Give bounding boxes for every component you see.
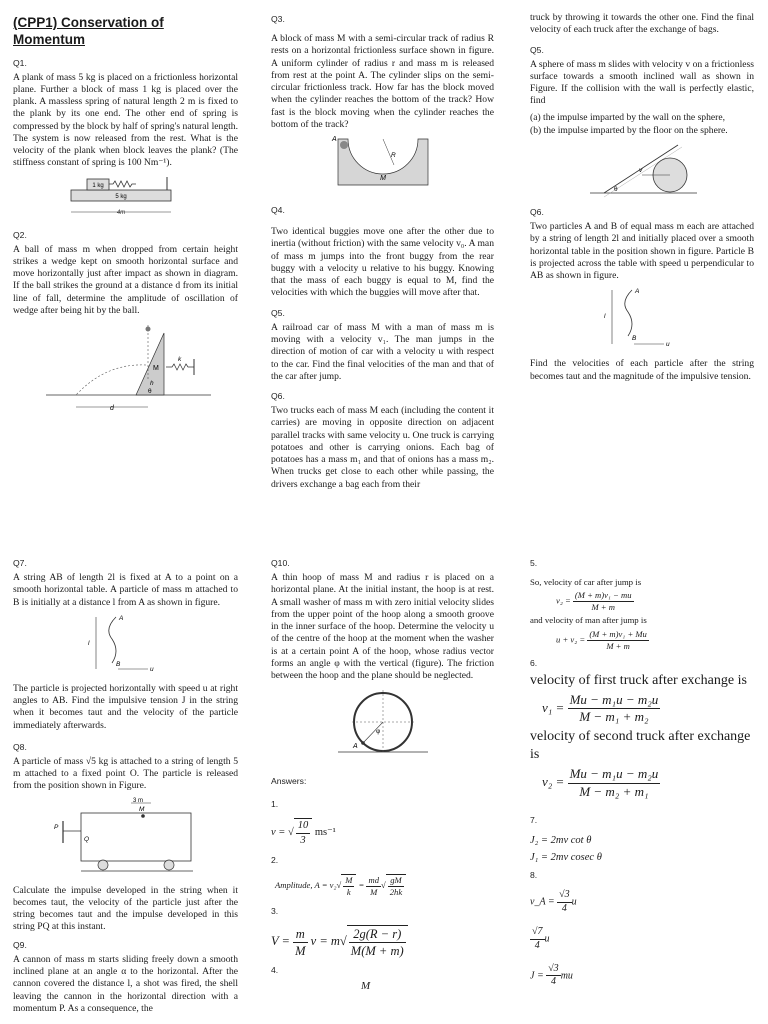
question-text: A ball of mass m when dropped from certain height strikes a wedge kept on smooth horizontal surface and move horizontally just after impact as shown in diagram. If the ball strikes the ground at a distance d from its initial line of fall, determine the amplitude of oscillation of wedge after being hit by the ball.: [13, 243, 238, 316]
question-6-continued: truck by throwing it towards the other one. Find the final velocity of each truck after the exchange of bags.: [530, 12, 754, 36]
question-10: [271, 558, 494, 758]
frac-numerator: (M + m)v₁ − mu: [574, 590, 632, 601]
answer-3: [271, 906, 494, 959]
answer-number: 5.: [530, 558, 538, 568]
answer-5: [530, 558, 754, 652]
answer-line: J₂ = 2mv cot θ: [530, 834, 592, 846]
semicircular-track-figure: [318, 135, 448, 191]
answer-equation: [271, 925, 494, 959]
frac-numerator: (M + m)v₁ + Mu: [589, 628, 647, 639]
answer-equation: [530, 963, 754, 990]
column-bottom-right: [530, 558, 754, 989]
question-1: [13, 58, 238, 224]
frac-numerator: m: [293, 926, 307, 943]
hoop-figure: [328, 686, 438, 758]
eq-prefix: Amplitude, A = v₂: [275, 880, 337, 891]
question-7: [13, 558, 238, 732]
question-3: [271, 14, 494, 191]
fraction: [568, 692, 661, 726]
question-2: [13, 230, 238, 414]
frac-denominator: M + m: [591, 602, 615, 613]
sqrt-fraction: [341, 874, 356, 898]
plank-mass-label: 5 kg: [114, 193, 127, 200]
question-6: [271, 391, 494, 491]
point-a-label: A: [118, 614, 123, 622]
frac-denominator: 4: [550, 976, 556, 988]
question-text: Two particles A and B of equal mass m each are attached by a string of length 2l and initially placed over a smooth horizontal table in the position shown in figure. Particle B is projected across the table with speed u perpendicular to AB as shown in figure.: [530, 221, 754, 282]
question-8: [13, 742, 238, 934]
answer-partial: M: [361, 980, 371, 993]
answer-text: and velocity of man after jump is: [530, 615, 647, 626]
spring-shape: [166, 364, 194, 370]
answer-1: [271, 799, 494, 847]
frac-denominator: 4: [561, 903, 567, 915]
answer-number: 2.: [271, 855, 279, 866]
question-text: A plank of mass 5 kg is placed on a frictionless horizontal plane. Further a block of mass 1 kg is placed over the plank. A massless spring of natural length 2 m is fixed to the plank by its one end. The other end of spring is compressed by the block by half of spring's natural length. The system is now released from the rest. What is the velocity of the plank when block leaves the plank? (The stiffness constant of spring is 100 Nm⁻¹).: [13, 71, 238, 169]
list-item: (b) the impulse imparted by the floor on the sphere.: [530, 124, 728, 136]
answer-number: 8.: [530, 870, 538, 881]
washer-shape: [361, 742, 365, 746]
frac-numerator: gM: [388, 875, 404, 887]
eq-tail: mu: [560, 970, 573, 982]
answer-text: velocity of first truck after exchange is: [530, 672, 747, 688]
point-a-label: A: [352, 743, 358, 751]
wheel-right: [164, 860, 174, 870]
frac-denominator: M(M + m): [350, 944, 404, 959]
block-mass-label: M: [379, 175, 386, 183]
column-top-right: [530, 12, 754, 387]
frac-numerator: 2g(R − r): [349, 926, 406, 943]
sqrt-fraction: [347, 925, 408, 959]
question-label: Q3.: [271, 14, 285, 24]
cart-string-figure: [51, 797, 201, 879]
question-items: [530, 112, 754, 138]
sqrt-fraction: [294, 818, 313, 847]
speed-label: u: [666, 341, 670, 349]
fraction: [546, 963, 561, 990]
eq-lhs: v₁ =: [542, 699, 565, 715]
frac-denominator: M − m₂ + m₁: [579, 783, 649, 799]
question-label: Q2.: [13, 229, 27, 240]
string-path: [625, 290, 632, 336]
length-label: 4m: [116, 209, 125, 216]
question-5b: [530, 45, 754, 202]
question-label: Q6.: [530, 207, 544, 218]
question-5: [271, 308, 494, 383]
frac-numerator: 10: [296, 819, 311, 833]
frac-denominator: M: [295, 943, 306, 958]
answer-6: [530, 658, 754, 801]
distance-label: d: [109, 405, 114, 413]
answer-number: 1.: [271, 799, 279, 810]
question-text: A thin hoop of mass M and radius r is placed on a horizontal plane. At the initial instant, the hoop is at rest. A small washer of mass m with zero initial velocity slides from the upper point of the hoop along a smooth groove in the inner surface of the hoop. Determine the velocity u of the centre of the hoop at the moment when the washer is at a certain point A of the hoop, whose radius vector forms an angle φ with the vertical (figure). The friction between the hoop and the plane should be neglected.: [271, 572, 494, 682]
question-text: A string AB of length 2l is fixed at A to a point on a smooth horizontal table. A particle of mass m attached to B is initially at a distance l from A as shown in figure.: [13, 572, 238, 608]
plank-spring-figure: [41, 174, 211, 224]
list-item: (a) the impulse imparted by the wall on the sphere,: [530, 111, 726, 123]
length-label: l: [87, 639, 89, 647]
eq-lhs: J =: [530, 970, 544, 982]
answer-line: J₁ = 2mv cosec θ: [530, 852, 602, 863]
fraction: [587, 629, 649, 652]
answer-equation: [542, 692, 754, 726]
angle-label: θ: [147, 388, 152, 396]
cylinder-shape: [340, 141, 348, 149]
frac-numerator: M: [345, 875, 353, 886]
question-followup: Calculate the impulse developed in the string when it becomes taut, the velocity of the particle just after the string becomes taut and the impulse developed in this string PQ at this instant.: [13, 884, 238, 933]
eq-tail: u: [544, 933, 550, 945]
sqrt-fraction: [386, 874, 406, 898]
answer-number: 7.: [530, 814, 538, 825]
point-q-label: Q: [83, 835, 89, 843]
column-top-middle: [271, 14, 494, 495]
frac-numerator: Mu − m₁u − m₂u: [568, 766, 661, 784]
eq-lhs: u + v₂ =: [556, 633, 586, 644]
answer-equation: [271, 818, 494, 847]
question-label: Q10.: [271, 558, 290, 568]
question-text: A cannon of mass m starts sliding freely down a smooth inclined plane at an angle α to the horizontal. After the cannon covered the distance l, a shot was fired, the shell leaving the cannon in the horizontal direction with a momentum P. As a consequence, the: [13, 953, 238, 1014]
speed-label: u: [149, 665, 154, 673]
angle-label: θ: [614, 186, 618, 194]
question-text: A railroad car of mass M with a man of mass m is moving with a velocity v₁. The man jumps in the direction of motion of car with a velocity u with respect to the car. Find the final velocities of the man and that of the car after jump.: [271, 321, 494, 382]
answer-number: 6.: [530, 657, 538, 668]
eq-mid: v = m: [310, 934, 340, 949]
block-mass-label: 1 kg: [91, 182, 104, 189]
sqrt-sign: √: [336, 880, 342, 891]
answer-text: So, velocity of car after jump is: [530, 577, 642, 587]
answer-7: [530, 815, 754, 865]
velocity-label: v: [639, 167, 643, 175]
frac-denominator: 4: [534, 939, 540, 951]
page-title: (CPP1) Conservation of Momentum: [13, 15, 164, 48]
question-label: Q5.: [530, 44, 544, 55]
question-text: Two trucks each of mass M each (including the content it carries) are moving in opposite direction on adjacent parallel tracks with same velocity u. One truck is carrying potatoes and other is carrying onions. Each bag of potatoes has a mass m₁ and that of onions has a mass m₂. When trucks get close to each other while passing, the drivers exchange a bag each from their: [271, 405, 494, 490]
question-text: A sphere of mass m slides with velocity v on a frictionless surface towards a smooth inclined wall as shown in Figure. If the collision with the wall is perfectly elastic, find: [530, 58, 754, 107]
radius-label: R: [390, 152, 396, 160]
question-text: A particle of mass √5 kg is attached to a string of length 5 m attached to a fixed point O. The particle is released from the position shown in Figure.: [13, 755, 238, 792]
question-text: Two identical buggies move one after the other due to inertia (without friction) with the same velocity v₀. A man of mass m jumps into the front buggy from the rear buggy with a velocity u relative to his buggy. Knowing that the mass of each buggy is equal to M, find the velocities with which the buggies will move after that.: [271, 226, 494, 299]
point-a-label: A: [331, 136, 337, 144]
answer-number: 4.: [271, 965, 279, 976]
question-label: Q5.: [271, 307, 285, 318]
sqrt-sign: √: [381, 880, 386, 891]
frac-denominator: 3: [300, 834, 306, 846]
question-text: A block of mass M with a semi-circular track of radius R rests on a horizontal frictionless surface shown in figure. A uniform cylinder of radius r and mass m is released from rest at the point A. The cylinder slips on the semi-circular frictionless track. How far has the block moved when the cylinder reaches the bottom of the track? How fast is the block moving when the cylinder reaches the bottom of the track?: [271, 33, 494, 130]
answer-4: [271, 965, 494, 993]
question-9: [13, 940, 238, 1015]
string-path: [108, 617, 115, 663]
string-particle-figure: [86, 613, 166, 677]
frac-numerator: Mu − m₁u − m₂u: [568, 692, 661, 710]
answer-equation: [556, 629, 754, 652]
spring-constant-label: k: [177, 356, 181, 364]
angle-label: φ: [375, 728, 380, 736]
answer-equation: [530, 926, 754, 953]
frac-denominator: M + m: [606, 640, 630, 651]
fraction: [530, 926, 545, 953]
wedge-ball-figure: [36, 321, 216, 413]
question-6b: [530, 207, 754, 383]
particle-a-label: A: [635, 288, 640, 296]
question-followup: The particle is projected horizontally with speed u at right angles to AB. Find the impulsive tension J in the string when it becomes taut and the velocity of the particle immediately afterwards.: [13, 682, 238, 731]
length-label: l: [604, 313, 606, 321]
question-followup: Find the velocities of each particle after the string becomes taut and the magnitude of the impulsive tension.: [530, 358, 754, 382]
frac-denominator: k: [346, 887, 351, 898]
frac-denominator: M − m₁ + m₂: [579, 709, 649, 725]
fraction: [573, 590, 634, 613]
fraction: [568, 766, 661, 800]
eq-lhs: V =: [271, 934, 290, 949]
spring-shape: [109, 181, 136, 187]
question-label: Q7.: [13, 558, 27, 568]
answer-2: [271, 855, 494, 898]
eq-lhs: v_A =: [530, 897, 555, 909]
frac-numerator: √3: [557, 889, 572, 903]
question-label: Q9.: [13, 939, 27, 950]
frac-numerator: √7: [530, 926, 545, 940]
answers-section: [271, 776, 494, 993]
ball-shape: [145, 327, 150, 332]
sqrt-sign: √: [288, 827, 294, 839]
answer-equation: [275, 874, 494, 898]
frac-denominator: 2hk: [389, 887, 403, 898]
column-top-left: [13, 14, 238, 419]
sqrt-sign: √: [339, 934, 347, 949]
frac-denominator: M: [370, 886, 378, 897]
question-label: Q8.: [13, 741, 27, 752]
particle-b-label: B: [632, 335, 637, 343]
eq-unit: ms⁻¹: [314, 827, 336, 839]
particle-label: M: [138, 805, 144, 813]
wedge-mass-label: M: [152, 365, 159, 373]
trajectory-path: [76, 365, 146, 395]
question-4: [271, 205, 494, 300]
eq-equals: =: [358, 880, 365, 891]
sphere-wall-figure: [582, 141, 702, 201]
frac-numerator: √3: [546, 963, 561, 977]
fraction: [366, 875, 381, 898]
string-particles-figure: [602, 286, 682, 352]
question-label: Q4.: [271, 205, 285, 216]
particle-shape: [141, 814, 145, 818]
answer-8: [530, 870, 754, 989]
column-bottom-middle: [271, 558, 494, 993]
point-p-label: P: [53, 823, 58, 831]
question-label: Q1.: [13, 57, 27, 68]
fraction: [557, 889, 572, 916]
wheel-left: [98, 860, 108, 870]
answer-equation: [556, 590, 754, 613]
eq-lhs: v₂ =: [542, 774, 565, 790]
particle-b-label: B: [115, 660, 120, 668]
column-bottom-left: [13, 558, 238, 1019]
answer-equation: [530, 889, 754, 916]
frac-numerator: md: [368, 874, 379, 885]
eq-tail: u: [571, 897, 577, 909]
distance-label: 3 m: [132, 797, 143, 804]
answers-heading: Answers:: [271, 776, 307, 787]
eq-lhs: v₂ =: [556, 595, 571, 606]
fraction: [293, 926, 307, 959]
answer-text: velocity of second truck after exchange is: [530, 728, 751, 763]
eq-lhs: v =: [271, 827, 286, 839]
question-label: Q6.: [271, 391, 285, 402]
answer-number: 3.: [271, 906, 279, 917]
answer-equation: [542, 766, 754, 800]
height-label: h: [149, 380, 154, 388]
cart-body: [81, 813, 191, 861]
